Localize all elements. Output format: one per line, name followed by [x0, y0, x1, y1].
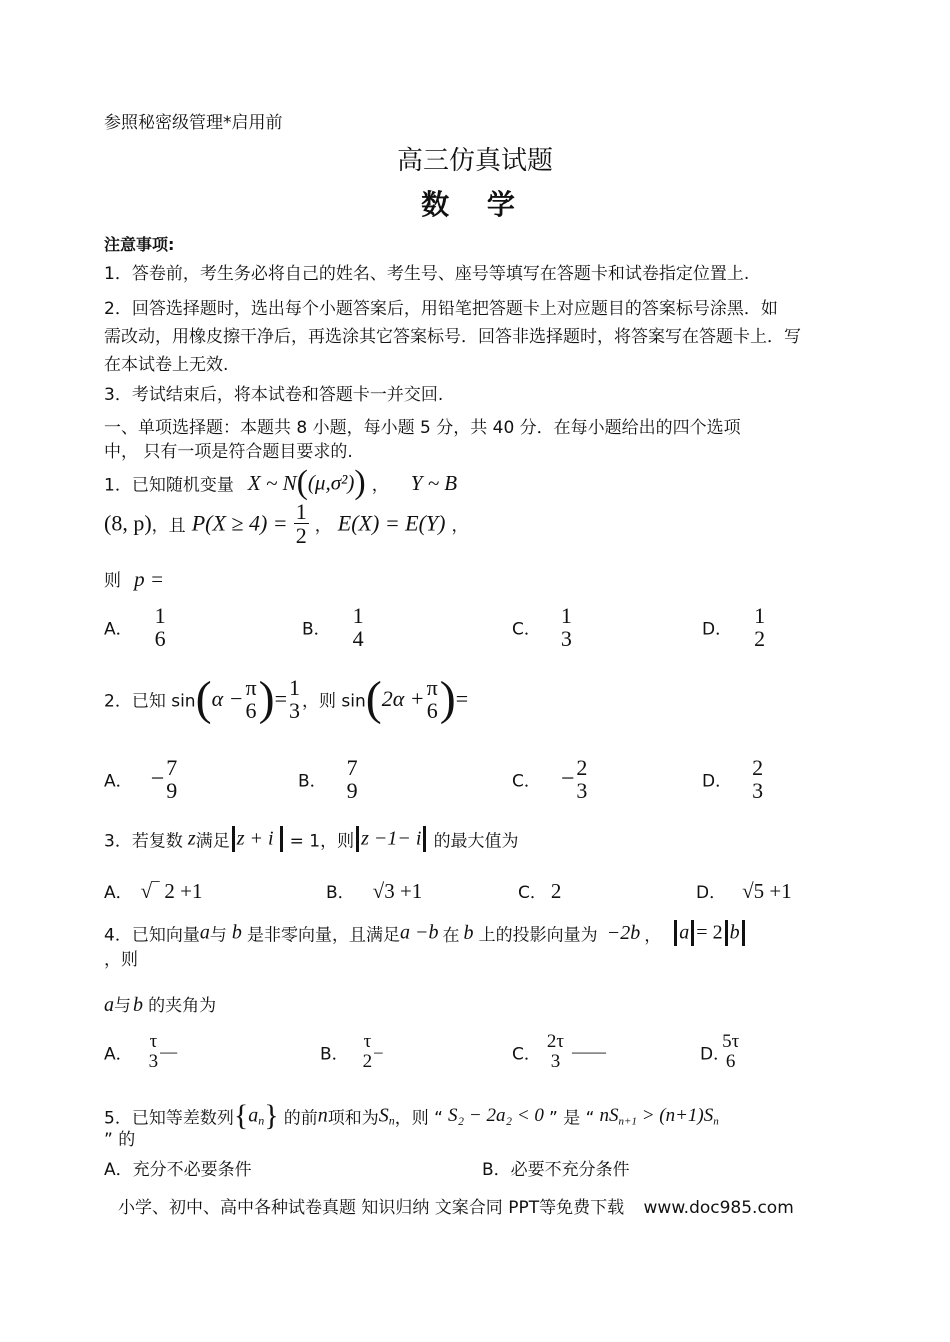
q5-option-a[interactable]: A．充分不必要条件	[104, 1160, 252, 1180]
q2-option-b[interactable]: B． 7 9	[298, 755, 358, 804]
section-heading-cont: 中， 只有一项是符合题目要求的.	[104, 442, 353, 462]
question-1-ask: 则 p =	[104, 567, 165, 591]
q3-option-a[interactable]: A． √‾ 2 +1	[104, 879, 203, 903]
footer-url[interactable]: www.doc985.com	[643, 1198, 794, 1218]
note-item-2-cont: 需改动，用橡皮擦干净后，再选涂其它答案标号．回答非选择题时，将答案写在答题卡上．写	[104, 327, 801, 347]
confidential-label: 参照秘密级管理*启用前	[104, 113, 283, 133]
note-item-1: 1．答卷前，考生务必将自己的姓名、考生号、座号等填写在答题卡和试卷指定位置上.	[104, 264, 750, 284]
question-5-tail: ” 的	[104, 1130, 136, 1150]
question-4-then: ，则	[104, 950, 138, 970]
q4-option-d[interactable]: D． 5τ 6	[700, 1031, 740, 1072]
q4-option-a[interactable]: A． τ 3 —	[104, 1031, 178, 1072]
footer-banner	[118, 1193, 794, 1218]
q1-option-a[interactable]: A． 1 6	[104, 603, 166, 652]
question-1-line-2: (8, p)，且 P(X ≥ 4) = $\frac{1}{2}$ ， E(X) = E(Y) ，	[104, 499, 469, 549]
exam-title: 高三仿真试题	[396, 146, 553, 176]
q3-option-d[interactable]: D． √5 +1	[696, 879, 792, 903]
notes-heading: 注意事项:	[104, 235, 175, 254]
q2-option-c[interactable]: C． − 2 3	[512, 755, 588, 804]
question-5: 5．已知等差数列$\{a_n\}$ 的前n项和为$S_n$，则 “ S₂ − 2a₂ < 0 ” 是 “ $nS_{n+1} > (n+1)S_n$	[104, 1099, 719, 1132]
question-1-line-1: 1．已知随机变量 X ~ N((μ,σ²)) ， Y ~ B	[104, 464, 458, 501]
question-4-line-2: a与 b 的夹角为	[104, 994, 217, 1016]
section-heading: 一、单项选择题：本题共 8 小题，每小题 5 分，共 40 分．在每小题给出的四个选项	[104, 418, 741, 438]
question-3: 3．若复数 z满足 z + i = 1，则 z −1− i 的最大值为	[104, 827, 519, 852]
q1-option-c[interactable]: C． 1 3	[512, 603, 572, 652]
q2-option-d[interactable]: D． 2 3	[702, 755, 764, 804]
q3-option-b[interactable]: B． √3 +1	[326, 879, 423, 903]
fraction-half: $\frac{1}{2}$	[295, 499, 307, 549]
note-item-3: 3．考试结束后，将本试卷和答题卡一并交回.	[104, 385, 444, 405]
q1-option-d[interactable]: D． 1 2	[702, 603, 766, 652]
q5-option-b[interactable]: B．必要不充分条件	[482, 1160, 630, 1180]
subject-title: 数 学	[421, 188, 529, 221]
question-4-line-1: 4．已知向量a与 b 是非零向量，且满足a −b 在 b 上的投影向量为 −2b ， a = 2 b	[104, 920, 747, 946]
q3-option-c[interactable]: C． 2	[518, 879, 562, 903]
footer-text: 小学、初中、高中各种试卷真题 知识归纳 文案合同 PPT等免费下载	[118, 1198, 625, 1218]
q2-option-a[interactable]: A． − 7 9	[104, 755, 178, 804]
note-item-2: 2．回答选择题时，选出每个小题答案后，用铅笔把答题卡上对应题目的答案标号涂黑．如	[104, 299, 778, 319]
question-2: 2．已知 sin(α − π 6 )= 1 3 ，则 sin(2α + π 6 )=	[104, 672, 469, 725]
q4-option-c[interactable]: C． 2τ 3 ——	[512, 1031, 607, 1072]
note-item-2-end: 在本试卷上无效.	[104, 355, 229, 375]
q4-option-b[interactable]: B． τ 2 –	[320, 1031, 383, 1072]
q1-option-b[interactable]: B． 1 4	[302, 603, 364, 652]
